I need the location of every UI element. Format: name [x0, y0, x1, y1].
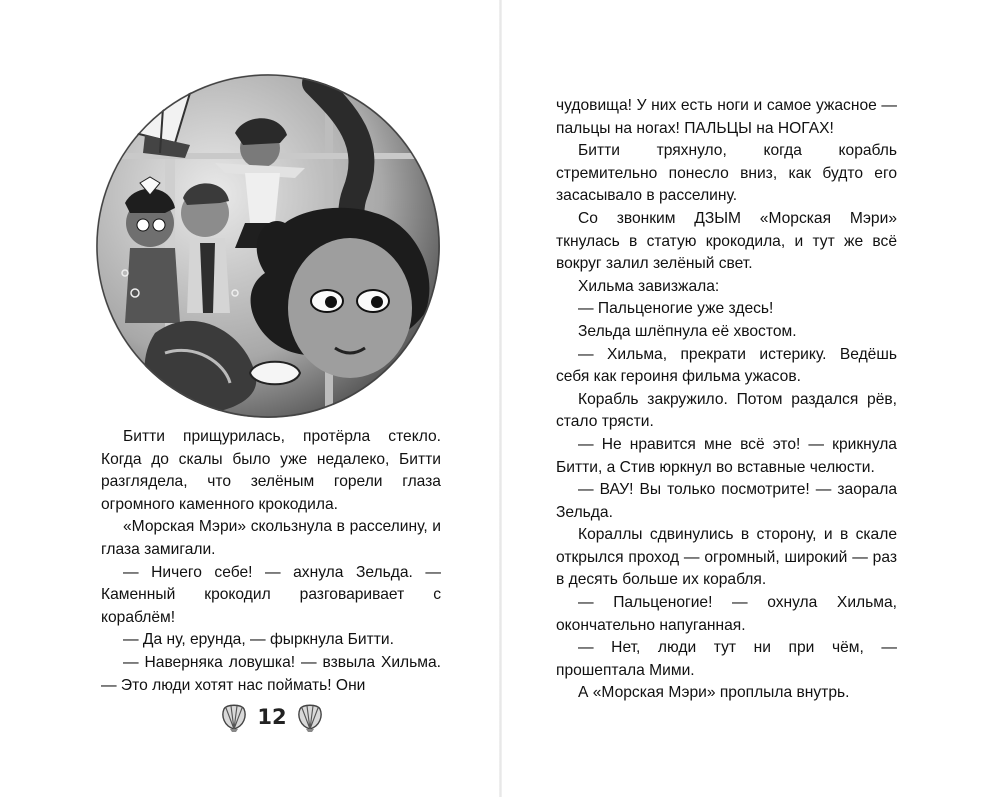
paragraph: — Ничего себе! — ахнула Зельда. — Каменный крокодил разговаривает с кораблём!: [101, 563, 441, 626]
paragraph: — Не нравится мне всё это! — крикнула Битти, а Стив юркнул во вставные челюсти.: [556, 435, 897, 476]
paragraph: Кораллы сдвинулись в сторону, и в скале открылся проход — огромный, широкий — раз в десять больше их корабля.: [556, 526, 897, 589]
paragraph: — Пальценогие! — охнула Хильма, окончательно напуганная.: [556, 594, 897, 634]
paragraph: Корабль закружило. Потом раздался рёв, стало трясти.: [556, 390, 897, 431]
paragraph: Битти прищурилась, протёрла стекло. Когда до скалы было уже недалеко, Битти разглядела, что зелёным горели глаза огромного каменного крокодила.: [101, 428, 441, 513]
paragraph: Хильма завизжала:: [578, 277, 720, 295]
paragraph: Битти тряхнуло, когда корабль стремительно понесло вниз, как будто его засасывало в расселину.: [556, 142, 897, 205]
right-page: [501, 0, 1001, 797]
paragraph: чудовища! У них есть ноги и самое ужасное — пальцы на ногах! ПАЛЬЦЫ на НОГАХ!: [556, 97, 897, 137]
left-page: [0, 0, 500, 797]
left-page-text: [101, 426, 441, 697]
paragraph: — Наверняка ловушка! — взвыла Хильма. — Это люди хотят нас поймать! Они: [101, 653, 441, 694]
seashell-icon: [296, 702, 324, 732]
mermaid-illustration-icon: [95, 73, 441, 419]
paragraph: — Да ну, ерунда, — фыркнула Битти.: [123, 631, 394, 649]
paragraph: Со звонким ДЗЫМ «Морская Мэри» ткнулась в статую крокодила, и тут же всё вокруг залил зелёный свет.: [556, 209, 897, 273]
right-page-text: [556, 95, 897, 705]
paragraph: — Хильма, прекрати истерику. Ведёшь себя как героиня фильма ужасов.: [556, 345, 897, 386]
page-footer: [220, 697, 324, 737]
paragraph: — Нет, люди тут ни при чём, — прошептала Мими.: [556, 639, 897, 679]
paragraph: Зельда шлёпнула её хвостом.: [578, 322, 797, 340]
page-number: 12: [257, 705, 287, 729]
paragraph: А «Морская Мэри» проплыла внутрь.: [578, 684, 850, 702]
paragraph: «Морская Мэри» скользнула в расселину, и глаза замигали.: [101, 518, 441, 558]
seashell-icon: [220, 702, 248, 732]
paragraph: — ВАУ! Вы только посмотрите! — заорала Зельда.: [556, 481, 897, 521]
paragraph: — Пальценогие уже здесь!: [578, 300, 774, 318]
